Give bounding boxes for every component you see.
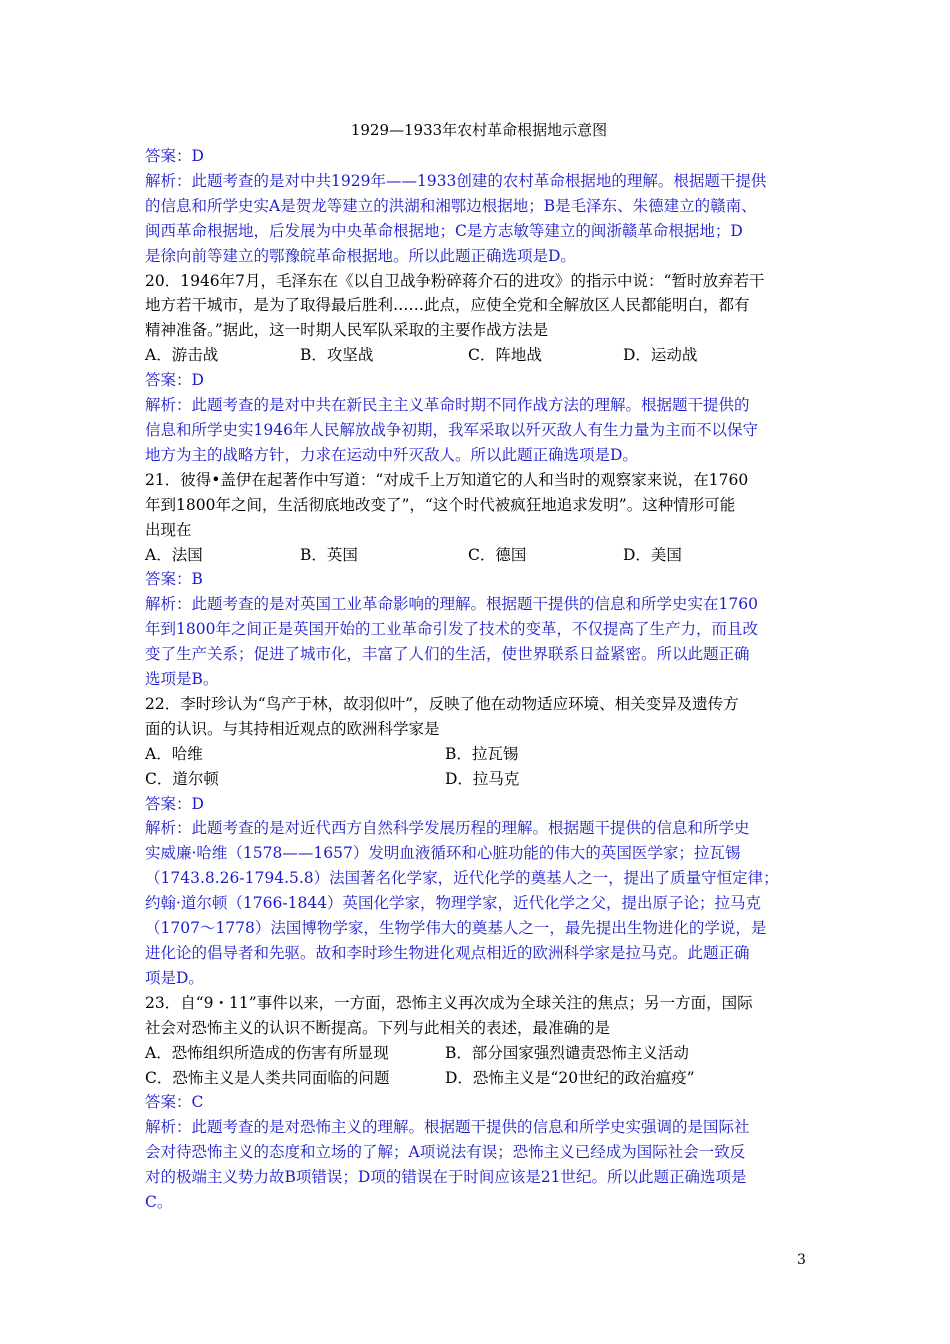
q21-option-d: D．美国: [623, 545, 682, 564]
q22-options-row: [145, 742, 813, 767]
q21-option-c: C．德国: [468, 545, 527, 564]
q20-stem-line: 地方若干城市，是为了取得最后胜利……此点，应使全党和全解放区人民都能明白，都有: [145, 296, 750, 315]
q22-option-b: B．拉瓦锡: [445, 744, 519, 763]
q21-stem-line: 年到1800年之间，生活彻底地改变了”，“这个时代被疯狂地追求发明”。这种情形可能: [145, 495, 736, 514]
q21-option-b: B．英国: [300, 545, 358, 564]
q21-options: [145, 543, 813, 568]
q23-stem-line: 社会对恐怖主义的认识不断提高。下列与此相关的表述，最准确的是: [145, 1018, 611, 1037]
q23-options-row: [145, 1041, 813, 1066]
q19-answer: 答案：D: [145, 147, 204, 165]
q22-analysis-line: 项是D。: [145, 968, 204, 987]
q19-analysis-line: 闽西革命根据地，后发展为中央革命根据地；C是方志敏等建立的闽浙赣革命根据地；D: [145, 221, 743, 240]
q21-answer: 答案：B: [145, 570, 203, 589]
q21-option-a: A．法国: [145, 545, 203, 564]
q22-analysis-line: 进化论的倡导者和先驱。故和李时珍生物进化观点相近的欧洲科学家是拉马克。此题正确: [145, 944, 750, 962]
q23-analysis-line: 解析：此题考查的是对恐怖主义的理解。根据题干提供的信息和所学史实强调的是国际社: [145, 1118, 750, 1137]
q23-options-row: [145, 1066, 813, 1091]
q22-stem-line: 面的认识。与其持相近观点的欧洲科学家是: [145, 719, 440, 738]
q23-stem-line: 23．自“9・11”事件以来，一方面，恐怖主义再次成为全球关注的焦点；另一方面，国际: [145, 993, 753, 1012]
q22-analysis-line: （1707～1778）法国博物学家，生物学伟大的奠基人之一，最先提出生物进化的学说，是: [145, 919, 767, 938]
q22-option-c: C．道尔顿: [145, 769, 219, 788]
q21-analysis-line: 年到1800年之间正是英国开始的工业革命引发了技术的变革，不仅提高了生产力，而且改: [145, 620, 758, 639]
q23-analysis-line: 会对待恐怖主义的态度和立场的了解；A项说法有误；恐怖主义已经成为国际社会一致反: [145, 1143, 746, 1162]
q21-analysis-line: 选项是B。: [145, 670, 219, 689]
q22-options-row: [145, 767, 813, 792]
q22-option-d: D．拉马克: [445, 769, 520, 788]
q23-analysis-line: C。: [145, 1193, 173, 1212]
q23-option-a: A．恐怖组织所造成的伤害有所显现: [145, 1043, 389, 1062]
q19-analysis-line: 解析：此题考查的是对中共1929年——1933创建的农村革命根据地的理解。根据题干提供: [145, 171, 767, 190]
q21-analysis-line: 解析：此题考查的是对英国工业革命影响的理解。根据题干提供的信息和所学史实在1760: [145, 595, 758, 614]
q22-analysis-line: 解析：此题考查的是对近代西方自然科学发展历程的理解。根据题干提供的信息和所学史: [145, 819, 750, 838]
q20-stem-line: 精神准备。”据此，这一时期人民军队采取的主要作战方法是: [145, 321, 549, 340]
q20-option-a: A．游击战: [145, 346, 219, 365]
q22-answer: 答案：D: [145, 794, 204, 813]
q22-stem-line: 22．李时珍认为“鸟产于林，故羽似叶”，反映了他在动物适应环境、相关变异及遗传方: [145, 694, 739, 713]
q19-analysis-line: 是徐向前等建立的鄂豫皖革命根据地。所以此题正确选项是D。: [145, 246, 576, 265]
q20-option-b: B．攻坚战: [300, 346, 374, 365]
q20-stem-line: 20．1946年7月，毛泽东在《以自卫战争粉碎蒋介石的进攻》的指示中说：“暂时放弃若干: [145, 271, 765, 290]
q23-option-c: C．恐怖主义是人类共同面临的问题: [145, 1068, 390, 1087]
q21-stem-line: 21．彼得•盖伊在起著作中写道：“对成千上万知道它的人和当时的观察家来说，在1760: [145, 470, 749, 489]
q20-analysis-line: 解析：此题考查的是对中共在新民主主义革命时期不同作战方法的理解。根据题干提供的: [145, 396, 750, 415]
q22-analysis-line: 实威廉·哈维（1578——1657）发明血液循环和心脏功能的伟大的英国医学家；拉瓦锡: [145, 844, 741, 863]
q21-stem-line: 出现在: [145, 520, 192, 539]
q19-analysis-line: 的信息和所学史实A是贺龙等建立的洪湖和湘鄂边根据地；B是毛泽东、朱德建立的赣南、: [145, 196, 757, 215]
page-number: 3: [797, 1252, 806, 1268]
q23-option-b: B．部分国家强烈谴责恐怖主义活动: [445, 1043, 689, 1062]
q22-analysis-line: 约翰·道尔顿（1766-1844）英国化学家，物理学家，近代化学之父，提出原子论；拉马克: [145, 894, 762, 913]
figure-caption: 1929—1933年农村革命根据地示意图: [350, 121, 608, 139]
document-page: [145, 118, 813, 1215]
q22-analysis-line: （1743.8.26-1794.5.8）法国著名化学家，近代化学的奠基人之一，提出了质量守恒定律；: [145, 869, 779, 888]
q20-analysis-line: 信息和所学史实1946年人民解放战争初期，我军采取以歼灭敌人有生力量为主而不以保守: [145, 420, 758, 439]
q23-answer: 答案：C: [145, 1093, 204, 1112]
q22-option-a: A．哈维: [145, 744, 203, 763]
q23-option-d: D．恐怖主义是“20世纪的政治瘟疫”: [445, 1068, 695, 1087]
q20-options: [145, 343, 813, 368]
q20-option-d: D．运动战: [623, 346, 698, 365]
q23-analysis-line: 对的极端主义势力故B项错误；D项的错误在于时间应该是21世纪。所以此题正确选项是: [145, 1168, 747, 1187]
q20-option-c: C．阵地战: [468, 346, 542, 365]
q20-analysis-line: 地方为主的战略方针，力求在运动中歼灭敌人。所以此题正确选项是D。: [145, 445, 638, 464]
q21-analysis-line: 变了生产关系；促进了城市化，丰富了人们的生活，使世界联系日益紧密。所以此题正确: [145, 645, 750, 664]
q20-answer: 答案：D: [145, 371, 204, 390]
